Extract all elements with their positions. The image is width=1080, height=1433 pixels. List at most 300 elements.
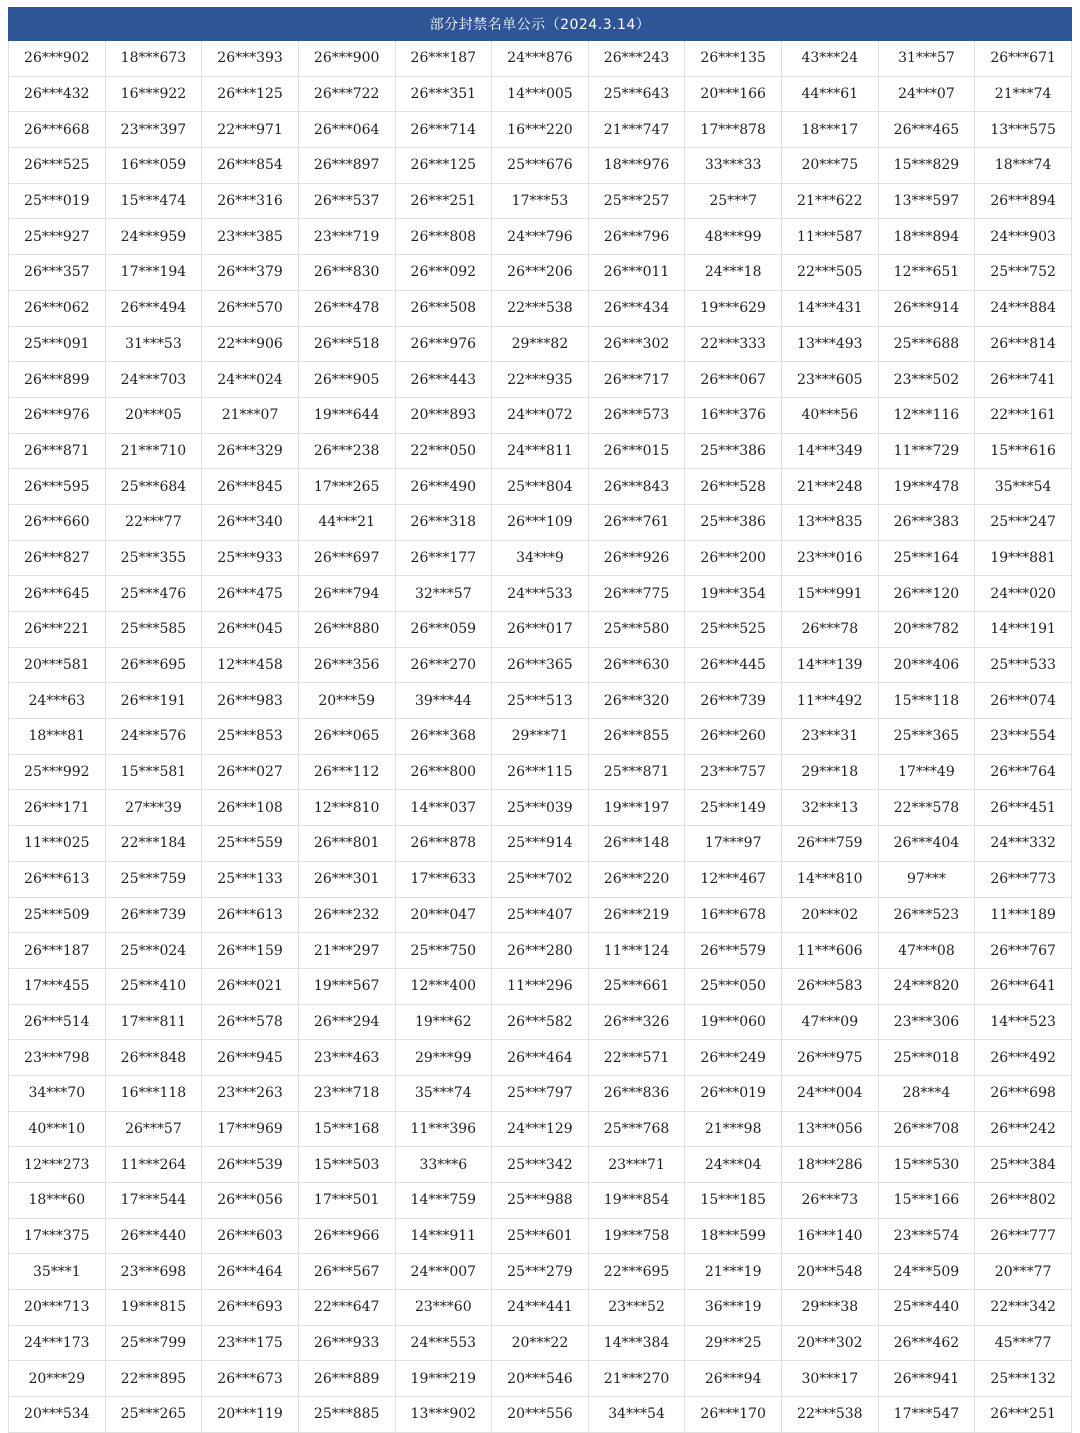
table-cell-account-id: 11***492	[782, 683, 879, 719]
table-cell-account-id: 26***260	[685, 719, 782, 755]
table-cell-account-id: 18***60	[9, 1183, 106, 1219]
table-cell-account-id: 11***296	[492, 968, 589, 1004]
table-cell-account-id: 26***464	[492, 1040, 589, 1076]
table-cell-account-id: 17***375	[9, 1218, 106, 1254]
table-cell-account-id: 17***501	[298, 1183, 395, 1219]
table-cell-account-id: 26***697	[298, 540, 395, 576]
table-cell-account-id: 26***465	[878, 112, 975, 148]
table-cell-account-id: 47***09	[782, 1004, 879, 1040]
table-cell-account-id: 20***713	[9, 1290, 106, 1326]
table-cell-account-id: 29***18	[782, 754, 879, 790]
table-cell-account-id: 26***242	[975, 1111, 1072, 1147]
table-cell-account-id: 26***73	[782, 1183, 879, 1219]
table-cell-account-id: 11***189	[975, 897, 1072, 933]
table-cell-account-id: 26***270	[395, 647, 492, 683]
table-cell-account-id: 26***57	[105, 1111, 202, 1147]
table-cell-account-id: 29***71	[492, 719, 589, 755]
table-cell-account-id: 26***714	[395, 112, 492, 148]
table-cell-account-id: 29***38	[782, 1290, 879, 1326]
table-cell-account-id: 43***24	[782, 41, 879, 76]
table-cell-account-id: 26***827	[9, 540, 106, 576]
table-cell-account-id: 26***017	[492, 612, 589, 648]
table-row	[9, 861, 1072, 897]
table-cell-account-id: 26***249	[685, 1040, 782, 1076]
table-cell-account-id: 25***702	[492, 861, 589, 897]
table-cell-account-id: 25***476	[105, 576, 202, 612]
table-cell-account-id: 22***333	[685, 326, 782, 362]
table-cell-account-id: 26***830	[298, 255, 395, 291]
table-cell-account-id: 26***854	[202, 148, 299, 184]
table-cell-account-id: 20***05	[105, 397, 202, 433]
table-cell-account-id: 17***811	[105, 1004, 202, 1040]
table-cell-account-id: 25***750	[395, 933, 492, 969]
table-cell-account-id: 44***61	[782, 76, 879, 112]
table-cell-account-id: 13***902	[395, 1397, 492, 1433]
table-cell-account-id: 25***676	[492, 148, 589, 184]
table-cell-account-id: 25***342	[492, 1147, 589, 1183]
table-cell-account-id: 26***759	[782, 826, 879, 862]
table-cell-account-id: 26***220	[588, 861, 685, 897]
table-cell-account-id: 20***166	[685, 76, 782, 112]
table-cell-account-id: 20***29	[9, 1361, 106, 1397]
table-cell-account-id: 25***752	[975, 255, 1072, 291]
table-cell-account-id: 23***31	[782, 719, 879, 755]
table-cell-account-id: 26***717	[588, 362, 685, 398]
table-cell-account-id: 26***326	[588, 1004, 685, 1040]
table-cell-account-id: 26***238	[298, 433, 395, 469]
table-cell-account-id: 40***10	[9, 1111, 106, 1147]
table-row	[9, 1290, 1072, 1326]
table-cell-account-id: 26***671	[975, 41, 1072, 76]
table-cell-account-id: 26***112	[298, 754, 395, 790]
table-cell-account-id: 26***108	[202, 790, 299, 826]
table-cell-account-id: 30***17	[782, 1361, 879, 1397]
table-cell-account-id: 19***219	[395, 1361, 492, 1397]
table-cell-account-id: 26***251	[395, 183, 492, 219]
table-row	[9, 255, 1072, 291]
table-cell-account-id: 15***166	[878, 1183, 975, 1219]
table-cell-account-id: 25***525	[685, 612, 782, 648]
table-cell-account-id: 15***118	[878, 683, 975, 719]
table-cell-account-id: 16***678	[685, 897, 782, 933]
table-cell-account-id: 17***97	[685, 826, 782, 862]
table-cell-account-id: 12***810	[298, 790, 395, 826]
table-cell-account-id: 25***386	[685, 504, 782, 540]
table-cell-account-id: 21***297	[298, 933, 395, 969]
table-cell-account-id: 26***045	[202, 612, 299, 648]
table-cell-account-id: 23***757	[685, 754, 782, 790]
table-cell-account-id: 26***855	[588, 719, 685, 755]
table-cell-account-id: 26***693	[202, 1290, 299, 1326]
table-cell-account-id: 26***514	[9, 1004, 106, 1040]
table-cell-account-id: 25***988	[492, 1183, 589, 1219]
table-cell-account-id: 26***926	[588, 540, 685, 576]
table-cell-account-id: 17***547	[878, 1397, 975, 1433]
table-cell-account-id: 26***578	[202, 1004, 299, 1040]
table-cell-account-id: 14***431	[782, 290, 879, 326]
page-title: 部分封禁名单公示（2024.3.14）	[8, 7, 1072, 41]
table-cell-account-id: 25***509	[9, 897, 106, 933]
table-cell-account-id: 25***132	[975, 1361, 1072, 1397]
table-cell-account-id: 24***072	[492, 397, 589, 433]
table-cell-account-id: 25***407	[492, 897, 589, 933]
table-row	[9, 112, 1072, 148]
table-cell-account-id: 23***798	[9, 1040, 106, 1076]
table-cell-account-id: 26***583	[782, 968, 879, 1004]
table-cell-account-id: 15***185	[685, 1183, 782, 1219]
table-cell-account-id: 22***184	[105, 826, 202, 862]
table-cell-account-id: 14***191	[975, 612, 1072, 648]
table-cell-account-id: 26***78	[782, 612, 879, 648]
table-cell-account-id: 26***518	[298, 326, 395, 362]
table-row	[9, 433, 1072, 469]
table-cell-account-id: 26***983	[202, 683, 299, 719]
table-cell-account-id: 19***629	[685, 290, 782, 326]
table-cell-account-id: 22***971	[202, 112, 299, 148]
table-cell-account-id: 20***77	[975, 1254, 1072, 1290]
table-cell-account-id: 14***911	[395, 1218, 492, 1254]
table-cell-account-id: 26***796	[588, 219, 685, 255]
table-cell-account-id: 20***548	[782, 1254, 879, 1290]
table-cell-account-id: 12***273	[9, 1147, 106, 1183]
table-cell-account-id: 12***651	[878, 255, 975, 291]
table-cell-account-id: 26***722	[298, 76, 395, 112]
table-cell-account-id: 26***316	[202, 183, 299, 219]
table-cell-account-id: 23***175	[202, 1325, 299, 1361]
table-cell-account-id: 26***301	[298, 861, 395, 897]
table-cell-account-id: 26***109	[492, 504, 589, 540]
table-cell-account-id: 26***294	[298, 1004, 395, 1040]
table-cell-account-id: 25***927	[9, 219, 106, 255]
table-cell-account-id: 25***853	[202, 719, 299, 755]
table-cell-account-id: 18***673	[105, 41, 202, 76]
table-cell-account-id: 26***148	[588, 826, 685, 862]
table-cell-account-id: 22***161	[975, 397, 1072, 433]
table-cell-account-id: 19***881	[975, 540, 1072, 576]
table-cell-account-id: 16***220	[492, 112, 589, 148]
table-cell-account-id: 26***015	[588, 433, 685, 469]
table-cell-account-id: 26***570	[202, 290, 299, 326]
table-cell-account-id: 26***383	[878, 504, 975, 540]
table-cell-account-id: 26***329	[202, 433, 299, 469]
table-row	[9, 683, 1072, 719]
table-cell-account-id: 25***601	[492, 1218, 589, 1254]
table-cell-account-id: 24***04	[685, 1147, 782, 1183]
table-cell-account-id: 21***07	[202, 397, 299, 433]
table-cell-account-id: 26***976	[395, 326, 492, 362]
table-row	[9, 504, 1072, 540]
table-cell-account-id: 26***074	[975, 683, 1072, 719]
table-cell-account-id: 26***573	[588, 397, 685, 433]
table-cell-account-id: 32***13	[782, 790, 879, 826]
table-row	[9, 719, 1072, 755]
table-cell-account-id: 16***376	[685, 397, 782, 433]
table-cell-account-id: 26***975	[782, 1040, 879, 1076]
table-cell-account-id: 21***248	[782, 469, 879, 505]
table-cell-account-id: 17***633	[395, 861, 492, 897]
table-cell-account-id: 23***554	[975, 719, 1072, 755]
table-cell-account-id: 25***533	[975, 647, 1072, 683]
table-cell-account-id: 25***019	[9, 183, 106, 219]
table-cell-account-id: 19***478	[878, 469, 975, 505]
table-cell-account-id: 24***020	[975, 576, 1072, 612]
table-cell-account-id: 26***945	[202, 1040, 299, 1076]
table-cell-account-id: 26***067	[685, 362, 782, 398]
table-cell-account-id: 26***905	[298, 362, 395, 398]
ban-list-panel	[8, 7, 1072, 1433]
table-cell-account-id: 19***197	[588, 790, 685, 826]
table-cell-account-id: 20***119	[202, 1397, 299, 1433]
table-cell-account-id: 26***280	[492, 933, 589, 969]
table-cell-account-id: 12***400	[395, 968, 492, 1004]
table-row	[9, 1147, 1072, 1183]
table-cell-account-id: 26***393	[202, 41, 299, 76]
table-row	[9, 1218, 1072, 1254]
table-cell-account-id: 23***016	[782, 540, 879, 576]
table-cell-account-id: 33***6	[395, 1147, 492, 1183]
table-cell-account-id: 26***801	[298, 826, 395, 862]
table-cell-account-id: 21***74	[975, 76, 1072, 112]
table-cell-account-id: 26***302	[588, 326, 685, 362]
table-cell-account-id: 25***933	[202, 540, 299, 576]
table-cell-account-id: 26***125	[395, 148, 492, 184]
table-cell-account-id: 20***893	[395, 397, 492, 433]
table-cell-account-id: 25***871	[588, 754, 685, 790]
table-cell-account-id: 45***77	[975, 1325, 1072, 1361]
table-cell-account-id: 26***603	[202, 1218, 299, 1254]
table-cell-account-id: 23***385	[202, 219, 299, 255]
table-cell-account-id: 22***647	[298, 1290, 395, 1326]
table-cell-account-id: 26***368	[395, 719, 492, 755]
table-row	[9, 826, 1072, 862]
table-cell-account-id: 17***544	[105, 1183, 202, 1219]
table-cell-account-id: 26***059	[395, 612, 492, 648]
table-cell-account-id: 21***747	[588, 112, 685, 148]
table-cell-account-id: 26***445	[685, 647, 782, 683]
table-cell-account-id: 26***645	[9, 576, 106, 612]
table-cell-account-id: 25***799	[105, 1325, 202, 1361]
table-cell-account-id: 26***357	[9, 255, 106, 291]
table-cell-account-id: 26***878	[395, 826, 492, 862]
table-cell-account-id: 20***59	[298, 683, 395, 719]
table-cell-account-id: 25***050	[685, 968, 782, 1004]
table-cell-account-id: 26***814	[975, 326, 1072, 362]
table-cell-account-id: 39***44	[395, 683, 492, 719]
table-cell-account-id: 26***320	[588, 683, 685, 719]
table-cell-account-id: 26***251	[975, 1397, 1072, 1433]
table-cell-account-id: 26***761	[588, 504, 685, 540]
table-cell-account-id: 17***49	[878, 754, 975, 790]
table-cell-account-id: 24***703	[105, 362, 202, 398]
table-cell-account-id: 14***005	[492, 76, 589, 112]
table-cell-account-id: 26***579	[685, 933, 782, 969]
table-cell-account-id: 26***191	[105, 683, 202, 719]
table-row	[9, 219, 1072, 255]
table-cell-account-id: 26***764	[975, 754, 1072, 790]
table-cell-account-id: 21***98	[685, 1111, 782, 1147]
table-cell-account-id: 26***800	[395, 754, 492, 790]
table-cell-account-id: 25***039	[492, 790, 589, 826]
table-cell-account-id: 26***773	[975, 861, 1072, 897]
table-cell-account-id: 29***25	[685, 1325, 782, 1361]
table-cell-account-id: 25***384	[975, 1147, 1072, 1183]
table-cell-account-id: 23***574	[878, 1218, 975, 1254]
table-row	[9, 326, 1072, 362]
table-cell-account-id: 47***08	[878, 933, 975, 969]
table-cell-account-id: 34***54	[588, 1397, 685, 1433]
table-cell-account-id: 26***698	[975, 1075, 1072, 1111]
table-cell-account-id: 24***959	[105, 219, 202, 255]
table-cell-account-id: 26***115	[492, 754, 589, 790]
table-cell-account-id: 40***56	[782, 397, 879, 433]
table-cell-account-id: 26***613	[202, 897, 299, 933]
table-cell-account-id: 22***342	[975, 1290, 1072, 1326]
table-cell-account-id: 14***523	[975, 1004, 1072, 1040]
table-cell-account-id: 25***440	[878, 1290, 975, 1326]
table-cell-account-id: 25***018	[878, 1040, 975, 1076]
ban-list-table	[8, 41, 1072, 1433]
table-cell-account-id: 26***340	[202, 504, 299, 540]
table-cell-account-id: 23***718	[298, 1075, 395, 1111]
table-cell-account-id: 26***187	[395, 41, 492, 76]
table-cell-account-id: 22***77	[105, 504, 202, 540]
table-row	[9, 1361, 1072, 1397]
table-cell-account-id: 15***616	[975, 433, 1072, 469]
table-cell-account-id: 26***464	[202, 1254, 299, 1290]
table-cell-account-id: 26***794	[298, 576, 395, 612]
table-cell-account-id: 20***546	[492, 1361, 589, 1397]
table-cell-account-id: 23***397	[105, 112, 202, 148]
table-cell-account-id: 15***474	[105, 183, 202, 219]
table-cell-account-id: 26***660	[9, 504, 106, 540]
table-cell-account-id: 25***580	[588, 612, 685, 648]
table-cell-account-id: 25***688	[878, 326, 975, 362]
table-cell-account-id: 18***286	[782, 1147, 879, 1183]
table-cell-account-id: 26***062	[9, 290, 106, 326]
table-cell-account-id: 26***443	[395, 362, 492, 398]
table-cell-account-id: 24***903	[975, 219, 1072, 255]
table-cell-account-id: 25***7	[685, 183, 782, 219]
table-cell-account-id: 25***585	[105, 612, 202, 648]
table-cell-account-id: 26***739	[105, 897, 202, 933]
table-cell-account-id: 22***571	[588, 1040, 685, 1076]
table-cell-account-id: 20***22	[492, 1325, 589, 1361]
table-cell-account-id: 17***878	[685, 112, 782, 148]
table-cell-account-id: 26***523	[878, 897, 975, 933]
table-cell-account-id: 26***739	[685, 683, 782, 719]
table-cell-account-id: 26***492	[975, 1040, 1072, 1076]
table-row	[9, 612, 1072, 648]
table-cell-account-id: 26***976	[9, 397, 106, 433]
table-cell-account-id: 20***02	[782, 897, 879, 933]
table-cell-account-id: 25***355	[105, 540, 202, 576]
table-cell-account-id: 26***777	[975, 1218, 1072, 1254]
table-row	[9, 1075, 1072, 1111]
table-cell-account-id: 26***219	[588, 897, 685, 933]
table-cell-account-id: 26***379	[202, 255, 299, 291]
table-cell-account-id: 22***050	[395, 433, 492, 469]
table-cell-account-id: 20***406	[878, 647, 975, 683]
table-cell-account-id: 18***74	[975, 148, 1072, 184]
table-cell-account-id: 17***455	[9, 968, 106, 1004]
table-row	[9, 647, 1072, 683]
table-cell-account-id: 18***894	[878, 219, 975, 255]
table-cell-account-id: 26***775	[588, 576, 685, 612]
table-row	[9, 790, 1072, 826]
table-cell-account-id: 48***99	[685, 219, 782, 255]
table-cell-account-id: 25***257	[588, 183, 685, 219]
table-cell-account-id: 26***894	[975, 183, 1072, 219]
table-cell-account-id: 25***768	[588, 1111, 685, 1147]
table-cell-account-id: 25***091	[9, 326, 106, 362]
table-cell-account-id: 26***613	[9, 861, 106, 897]
table-cell-account-id: 26***567	[298, 1254, 395, 1290]
table-cell-account-id: 20***047	[395, 897, 492, 933]
table-cell-account-id: 26***808	[395, 219, 492, 255]
table-cell-account-id: 18***17	[782, 112, 879, 148]
table-cell-account-id: 20***534	[9, 1397, 106, 1433]
table-cell-account-id: 24***441	[492, 1290, 589, 1326]
table-cell-account-id: 25***643	[588, 76, 685, 112]
table-cell-account-id: 18***599	[685, 1218, 782, 1254]
table-cell-account-id: 26***595	[9, 469, 106, 505]
table-cell-account-id: 22***578	[878, 790, 975, 826]
table-row	[9, 41, 1072, 76]
table-cell-account-id: 21***270	[588, 1361, 685, 1397]
table-cell-account-id: 17***969	[202, 1111, 299, 1147]
table-cell-account-id: 22***935	[492, 362, 589, 398]
table-cell-account-id: 23***306	[878, 1004, 975, 1040]
table-cell-account-id: 22***538	[782, 1397, 879, 1433]
table-cell-account-id: 26***365	[492, 647, 589, 683]
table-cell-account-id: 25***513	[492, 683, 589, 719]
table-cell-account-id: 24***129	[492, 1111, 589, 1147]
table-cell-account-id: 25***149	[685, 790, 782, 826]
table-cell-account-id: 17***194	[105, 255, 202, 291]
table-row	[9, 1111, 1072, 1147]
table-cell-account-id: 26***741	[975, 362, 1072, 398]
table-cell-account-id: 26***170	[685, 1397, 782, 1433]
table-cell-account-id: 26***021	[202, 968, 299, 1004]
table-cell-account-id: 26***668	[9, 112, 106, 148]
table-cell-account-id: 19***62	[395, 1004, 492, 1040]
table-cell-account-id: 25***885	[298, 1397, 395, 1433]
table-cell-account-id: 26***200	[685, 540, 782, 576]
table-cell-account-id: 24***63	[9, 683, 106, 719]
table-cell-account-id: 16***118	[105, 1075, 202, 1111]
table-cell-account-id: 19***060	[685, 1004, 782, 1040]
ban-list-body	[9, 41, 1072, 1432]
table-cell-account-id: 26***848	[105, 1040, 202, 1076]
table-cell-account-id: 25***661	[588, 968, 685, 1004]
table-cell-account-id: 15***168	[298, 1111, 395, 1147]
table-cell-account-id: 34***70	[9, 1075, 106, 1111]
table-cell-account-id: 24***509	[878, 1254, 975, 1290]
table-cell-account-id: 16***140	[782, 1218, 879, 1254]
table-cell-account-id: 26***767	[975, 933, 1072, 969]
table-cell-account-id: 26***94	[685, 1361, 782, 1397]
table-cell-account-id: 13***597	[878, 183, 975, 219]
table-cell-account-id: 23***605	[782, 362, 879, 398]
table-cell-account-id: 23***71	[588, 1147, 685, 1183]
table-cell-account-id: 31***53	[105, 326, 202, 362]
table-cell-account-id: 26***880	[298, 612, 395, 648]
table-cell-account-id: 26***914	[878, 290, 975, 326]
table-cell-account-id: 23***502	[878, 362, 975, 398]
table-cell-account-id: 26***897	[298, 148, 395, 184]
table-cell-account-id: 36***19	[685, 1290, 782, 1326]
table-cell-account-id: 25***759	[105, 861, 202, 897]
